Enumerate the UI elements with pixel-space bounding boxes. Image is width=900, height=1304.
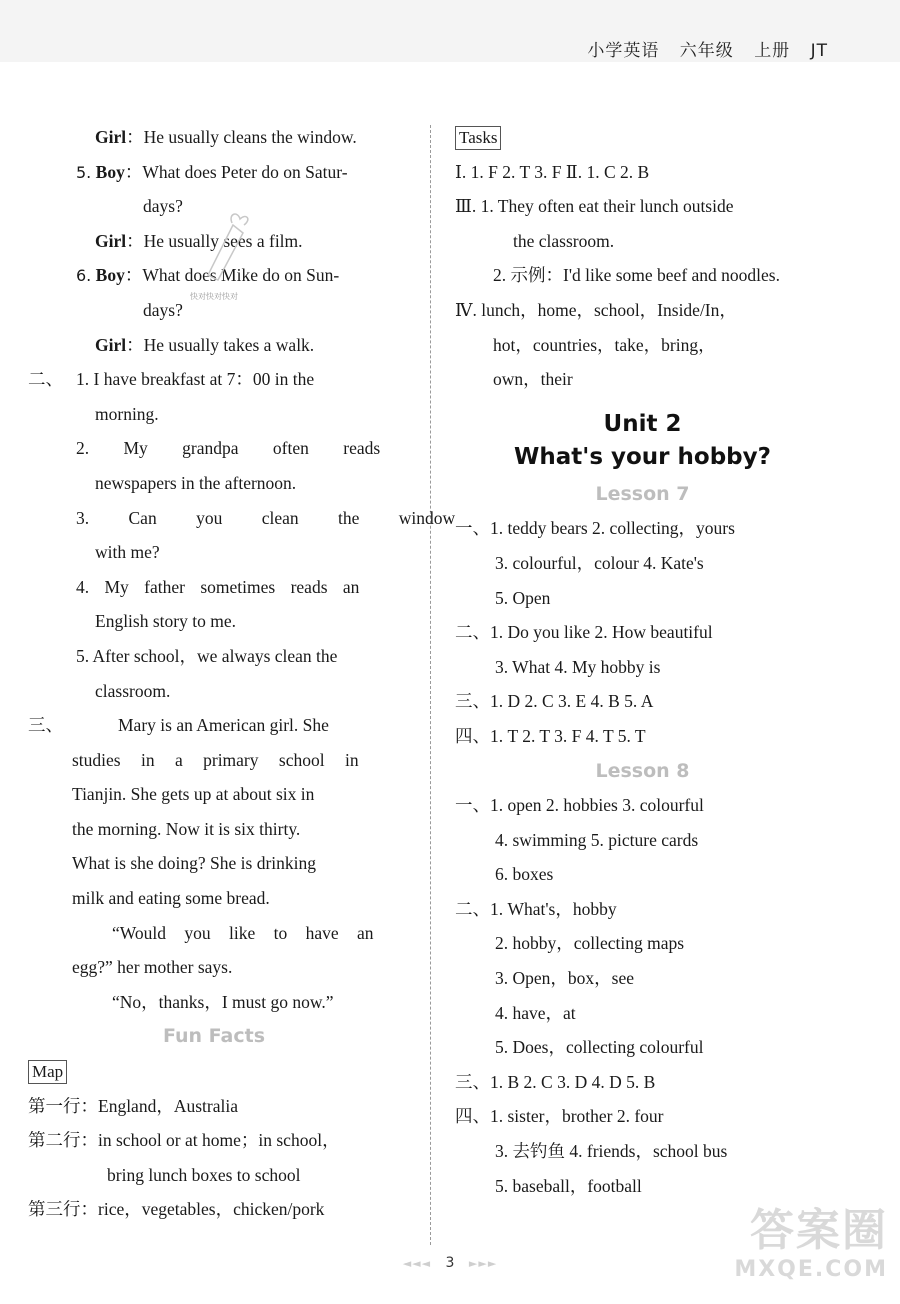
answer-line: 3. What 4. My hobby is <box>495 656 661 677</box>
answer-line: morning. <box>95 403 159 424</box>
answer-line: Ⅰ. 1. F 2. T 3. F Ⅱ. 1. C 2. B <box>455 161 650 182</box>
lesson-8-title: Lesson 8 <box>595 759 690 782</box>
answer-line: 二、1. What's，hobby <box>455 898 617 919</box>
answer-line: 2. hobby，collecting maps <box>495 933 685 954</box>
right-column <box>455 120 830 1203</box>
answer-line: 5. Does，collecting colourful <box>495 1037 704 1058</box>
column-divider <box>430 125 431 1245</box>
answer-line: 一、1. teddy bears 2. collecting，yours <box>455 518 735 539</box>
carrot-stamp-icon <box>188 205 258 305</box>
dialogue-line: Girl：He usually sees a film. <box>95 230 303 251</box>
passage-line: Tianjin. She gets up at about six in <box>72 784 315 805</box>
answer-line: 三、1. B 2. C 3. D 4. D 5. B <box>455 1071 656 1092</box>
dialogue-line: Girl：He usually takes a walk. <box>95 334 315 355</box>
answer-line: 6. boxes <box>495 864 554 885</box>
answer-line: 四、1. T 2. T 3. F 4. T 5. T <box>455 725 646 746</box>
answer-line: 四、1. sister，brother 2. four <box>455 1106 664 1127</box>
dialogue-line: days? <box>143 299 183 320</box>
answer-line: 一、1. open 2. hobbies 3. colourful <box>455 795 704 816</box>
lesson-7-title: Lesson 7 <box>595 482 690 505</box>
answer-line: newspapers in the afternoon. <box>95 472 297 493</box>
answer-line: the classroom. <box>513 230 615 251</box>
answer-line: own，their <box>493 369 573 390</box>
tasks-label: Tasks <box>455 126 501 150</box>
answer-line: with me? <box>95 542 160 563</box>
answer-line: 3. Open，box，see <box>495 968 635 989</box>
section-2-item-1: 二、 1. I have breakfast at 7：00 in the <box>28 369 315 390</box>
unit-number: Unit 2 <box>603 410 682 437</box>
answer-line: 4. My father sometimes reads an <box>76 576 360 597</box>
header-subject: 小学英语 <box>587 41 660 61</box>
answer-line: 三、1. D 2. C 3. E 4. B 5. A <box>455 691 654 712</box>
passage-line: What is she doing? She is drinking <box>72 853 317 874</box>
tasks-label-row <box>455 120 830 155</box>
header-grade: 六年级 <box>679 41 734 61</box>
answer-line: 3. colourful，colour 4. Kate's <box>495 552 704 573</box>
passage-line: milk and eating some bread. <box>72 888 270 909</box>
answer-line: hot，countries，take，bring， <box>493 334 716 355</box>
unit-title: What's your hobby? <box>514 443 771 470</box>
page-number: 3 <box>445 1255 455 1271</box>
map-label: Map <box>28 1060 67 1084</box>
passage-line: 三、 Mary is an American girl. She <box>28 715 329 736</box>
answer-line: classroom. <box>95 680 171 701</box>
dialogue-line: days? <box>143 196 183 217</box>
dialogue-line: Girl：He usually cleans the window. <box>95 127 357 147</box>
answer-line: 2. 示例：I'd like some beef and noodles. <box>493 265 780 286</box>
answer-line: 2. My grandpa often reads <box>76 438 381 459</box>
answer-line: 5. Open <box>495 587 551 608</box>
answer-line: 4. swimming 5. picture cards <box>495 829 699 850</box>
answer-line: English story to me. <box>95 611 236 632</box>
passage-line: “Would you like to have an <box>112 922 374 943</box>
passage-line: egg?” her mother says. <box>72 957 233 978</box>
fun-facts-title: Fun Facts <box>162 1025 266 1048</box>
map-row-2: 第二行：in school or at home；in school， <box>28 1130 340 1151</box>
answer-line: 二、1. Do you like 2. How beautiful <box>455 622 713 643</box>
passage-line: studies in a primary school in <box>72 749 359 770</box>
map-row-2-cont: bring lunch boxes to school <box>107 1164 301 1185</box>
map-row-1: 第一行：England，Australia <box>28 1095 238 1116</box>
header-edition: JT <box>810 41 828 61</box>
answer-line: 5. baseball，football <box>495 1175 642 1196</box>
passage-line: “No，thanks，I must go now.” <box>112 991 334 1012</box>
answer-line: Ⅳ. lunch，home，school，Inside/In， <box>455 299 737 320</box>
map-row-3: 第三行：rice，vegetables，chicken/pork <box>28 1199 325 1220</box>
next-arrows-icon: ►►► <box>468 1257 498 1270</box>
answer-line: 3. Can you clean the window <box>76 507 456 528</box>
passage-line: the morning. Now it is six thirty. <box>72 818 301 839</box>
dialogue-line: 6. Boy：What does Mike do on Sun- <box>76 265 340 286</box>
dialogue-line: 5. Boy：What does Peter do on Satur- <box>76 161 348 182</box>
answer-line: Ⅲ. 1. They often eat their lunch outside <box>455 196 734 217</box>
answer-line: 5. After school，we always clean the <box>76 645 338 666</box>
prev-arrows-icon: ◄◄◄ <box>402 1257 432 1270</box>
header-volume: 上册 <box>754 41 791 61</box>
answer-line: 3. 去钓鱼 4. friends，school bus <box>495 1141 728 1162</box>
page-header <box>573 36 828 61</box>
stamp-text: 快对快对快对 <box>190 292 238 301</box>
watermark-logo: 答案圈 MXQE.COM <box>734 1205 888 1282</box>
map-label-row <box>28 1054 400 1089</box>
answer-line: 4. have，at <box>495 1002 576 1023</box>
